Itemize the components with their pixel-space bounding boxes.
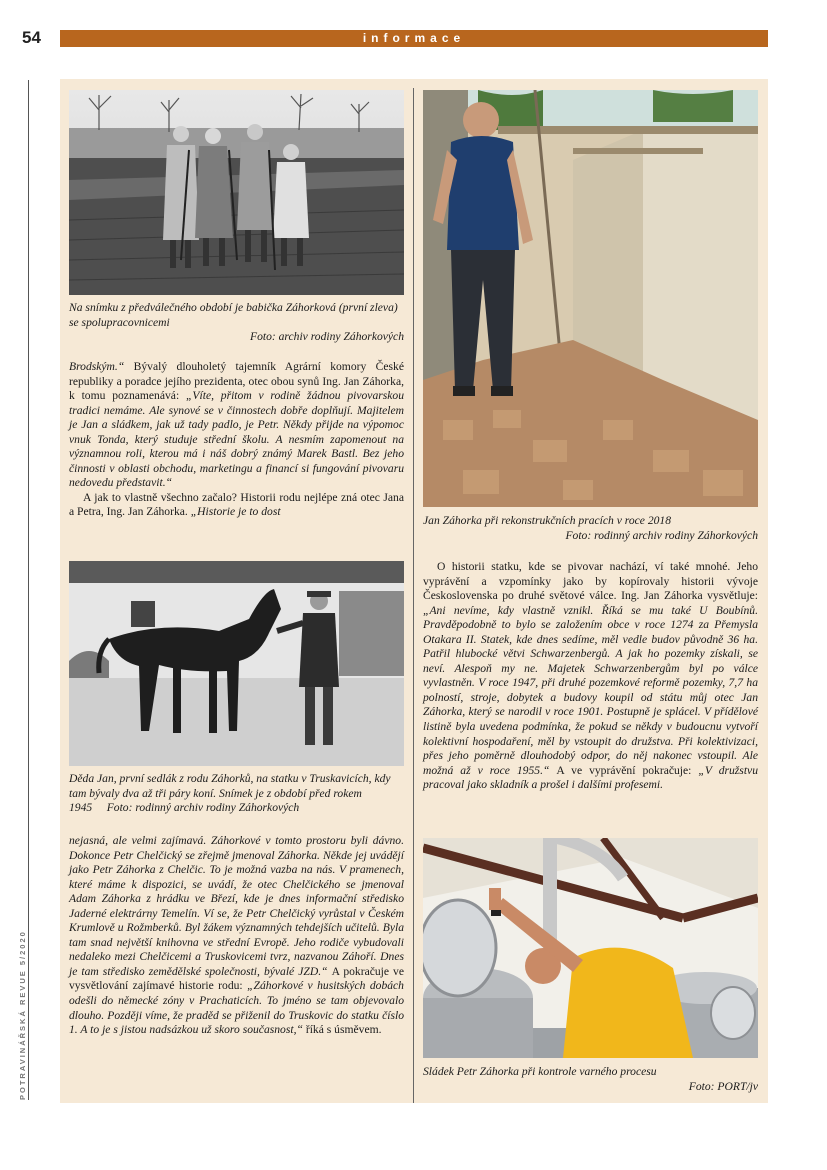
photo-reconstruction-caption [423, 514, 758, 543]
photo-women-field [69, 90, 404, 295]
caption-text: Sládek Petr Záhorka při kontrole varného procesu [423, 1065, 657, 1078]
photo-brewer-image [423, 838, 758, 1058]
caption-credit: Foto: PORT/jv [688, 1079, 758, 1093]
text-quote: „Záhorkové v husitských dobách odešli do německé zóny v Prachaticích. To jméno se tam objevovalo dlouho. Později víme, že praděd se přiženil do Truskovic do statku číslo 1. A to je s jistou nadsázkou už skoro současnost,“ [69, 979, 404, 1037]
column-divider [413, 88, 414, 1103]
photo-brewer [423, 838, 758, 1058]
caption-credit: Foto: rodinný archiv rodiny Záhorkových [565, 528, 758, 542]
photo-grandfather-horse [69, 561, 404, 766]
text-quote: „Ani nevíme, kdy vlastně vznikl. Říká se mu také U Boubínů. Pravděpodobně to bylo se založením obce v roce 1274 za Přemysla Otakara II. Statek, kde dnes sedíme, měl vedle budov původně 36 ha. Patřil hlubocké větvi Schwarzenbergů. A jak ho pozemky získali, se neví. Alespoň my ne. Majetek Schwarzenbergům byl po válce vyvlastněn. V roce 1947, při druhé pozemkové reformě pozemky, 7,7 ha polností, stroje, dobytek a budovy koupil od státu můj otec Jan Záhorka, který se narodil v roce 1901. Postupně je splácel. V přídělové listině byla uvedena podmínka, že pokud se někdy v budoucnu vytvoří kolektivní hospodaření, měl by vstoupit do družstva. Při kolektivizaci, přes jeho poměrně dlouhodobý odpor, do něj nakonec vstoupil. Ale možná až v roce 1955.“ [423, 603, 758, 777]
text-fragment: O historii statku, kde se pivovar nachází, ví také mnohé. Jeho vyprávění a vzpomínky jako by kopírovaly historii vývoje Československa po druhé světové válce. Ing. Jan Záhorka vysvětluje: [423, 560, 758, 603]
photo-women-field-image [69, 90, 404, 295]
text-fragment: A pokračuje ve vysvětlování zajímavé historie rodu: [69, 964, 404, 993]
photo-reconstruction-image [423, 90, 758, 507]
text-fragment: A ve vyprávění pokračuje: [556, 763, 699, 777]
caption-credit [92, 801, 299, 814]
text-fragment: říká s úsměvem. [305, 1023, 382, 1037]
article-text-left-bottom [69, 834, 404, 1038]
text-fragment: A jak to vlastně všechno začalo? Historii rodu nejlépe zná otec Jana a Petra, Ing. Jan Záhorka. [69, 490, 404, 519]
photo-grandfather-horse-image [69, 561, 404, 766]
caption-credit-text: Foto: rodinný archiv rodiny Záhorkových [106, 801, 300, 814]
side-divider-line [28, 80, 29, 1100]
text-quote: „V družstvu pracoval jako skladník a prošel i dalšími profesemi. [423, 763, 758, 792]
photo-women-field-caption [69, 301, 404, 345]
text-quote: „Historie je to dost [190, 505, 281, 519]
photo-grandfather-horse-caption [69, 772, 404, 816]
photo-brewer-caption [423, 1065, 758, 1094]
article-text-right [423, 560, 758, 793]
section-title: informace [362, 31, 466, 45]
article-text-left-top [69, 360, 404, 520]
text-fragment: Brodským.“ [69, 360, 134, 373]
text-quote: „Víte, přitom v rodině žádnou pivovarskou tradici nemáme. Ale synové se v činnostech dobře doplňují. Majitelem je Jan a sládkem, jak už tady padlo, je Petr. Někdy přijde na výpomoc vnuk Tonda, který studuje střední školu. A nesmím zapomenout na významnou roli, kterou má i náš dobrý známý Marek Bastl. Bez jeho činnosti v oblasti obchodu, marketingu a financí si fungování pivovaru nedovedu představit.“ [69, 389, 405, 490]
caption-text: Jan Záhorka při rekonstrukčních pracích v roce 2018 [423, 514, 672, 527]
caption-text: Děda Jan, první sedlák z rodu Záhorků, na statku v Truskavicích, kdy tam bývaly dva až tři páry koní. Snímek je z období před rokem 1945 [69, 772, 391, 814]
text-quote: nejasná, ale velmi zajímavá. Záhorkové v tomto prostoru byli dávno. Dokonce Petr Chelčický se zřejmě jmenoval Záhorka. Někde jej uvádějí jako Petr Záhorka z Chelčic. To je možná vazba na nás. V pramenech, které máme k dispozici, se uvádí, že otec Chelčického se jmenoval Adam Záhorka z hrádku ve Březí, kde je dnes informační středisko Jaderné elektrárny Temelín. Ví se, že Petr Chelčický vyrůstal v Českém Krumlově u Rožmberků. Byl žákem významných tehdejších učitelů. Byla tam snad největší knihovna ve střední Evropě. Jeho rodiče vybudovali nedaleko mezi Chelčicemi a Truskovicemi tvrz, nazvanou Záhoří. Dnes je tam středisko zemědělské společnosti, bývalé JZD.“ [69, 834, 404, 978]
journal-side-label: POTRAVINÁŘSKÁ REVUE 5/2020 [18, 930, 27, 1100]
caption-credit: Foto: archiv rodiny Záhorkových [249, 330, 404, 343]
caption-text: Na snímku z předválečného období je babička Záhorková (první zleva) se spolupracovnicemi [69, 301, 398, 329]
text-fragment: Bývalý dlouholetý tajemník Agrární komory České republiky a poradce jejího prezidenta, otec obou synů Ing. Jan Záhorka, k tomu poznamenává: [69, 360, 404, 403]
photo-reconstruction [423, 90, 758, 507]
page-number: 54 [22, 28, 41, 47]
section-header-bar [60, 30, 768, 47]
